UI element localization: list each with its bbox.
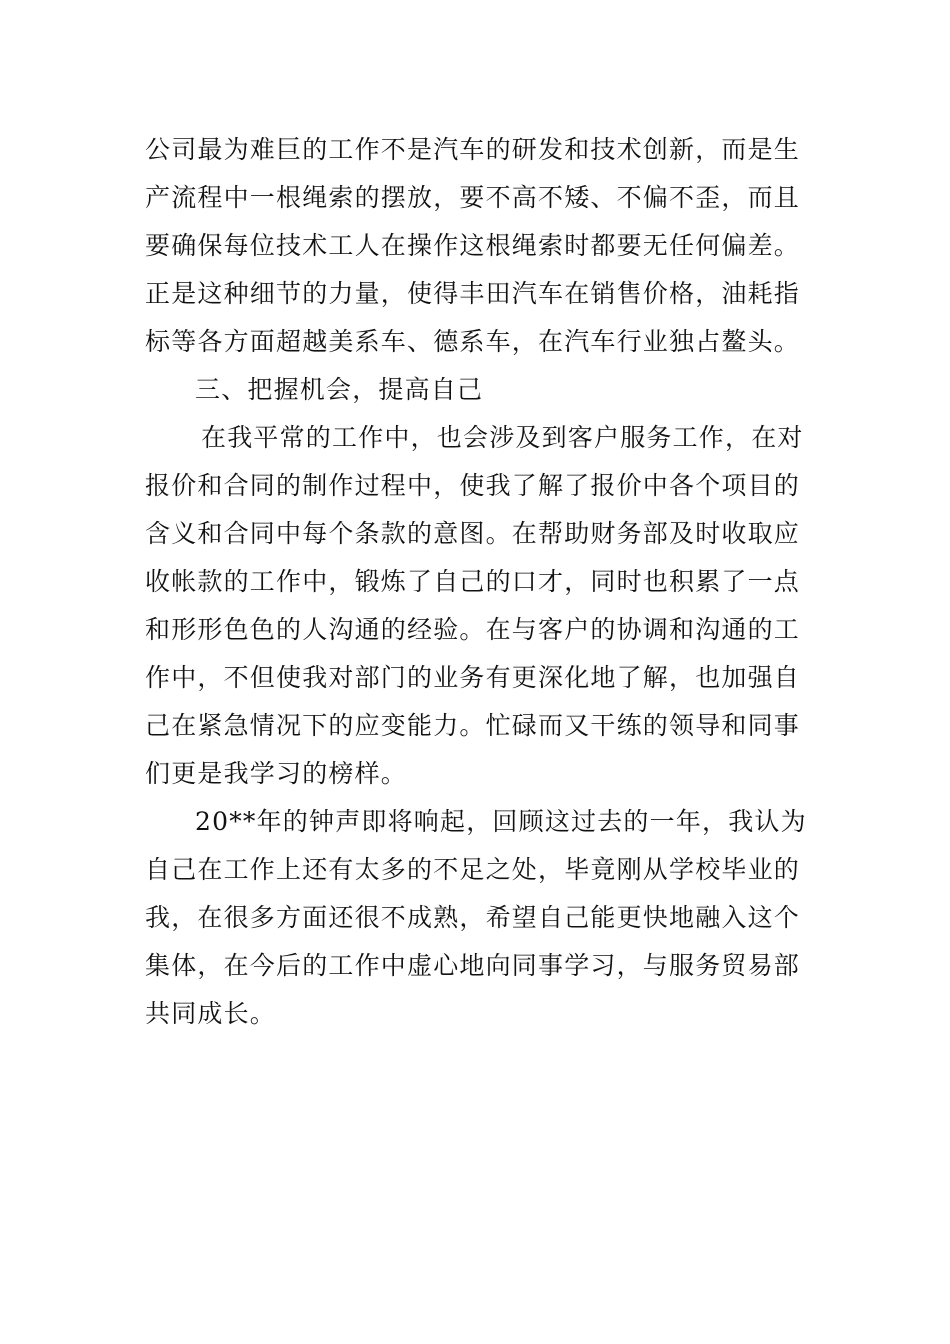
paragraph-work-experience: 在我平常的工作中，也会涉及到客户服务工作，在对报价和合同的制作过程中，使我了解了报价中各个项目的含义和合同中每个条款的意图。在帮助财务部及时收取应收帐款的工作中，锻炼了自己的口才，同时也积累了一点和形形色色的人沟通的经验。在与客户的协调和沟通的工作中，不但使我对部门的业务有更深化地了解，也加强自己在紧急情况下的应变能力。忙碌而又干练的领导和同事们更是我学习的榜样。 (145, 423, 804, 788)
paragraph-conclusion: 20**年的钟声即将响起，回顾这过去的一年，我认为自己在工作上还有太多的不足之处，毕竟刚从学校毕业的我，在很多方面还很不成熟，希望自己能更快地融入这个集体，在今后的工作中虚心地向同事学习，与服务贸易部共同成长。 (145, 807, 807, 1028)
document-body (145, 126, 807, 1038)
paragraph-continuation: 公司最为难巨的工作不是汽车的研发和技术创新，而是生产流程中一根绳索的摆放，要不高不矮、不偏不歪，而且要确保每位技术工人在操作这根绳索时都要无任何偏差。正是这种细节的力量，使得丰田汽车在销售价格，油耗指标等各方面超越美系车、德系车，在汽车行业独占鳌头。 (145, 135, 801, 356)
section-heading: 三、把握机会，提高自己 (195, 375, 484, 404)
